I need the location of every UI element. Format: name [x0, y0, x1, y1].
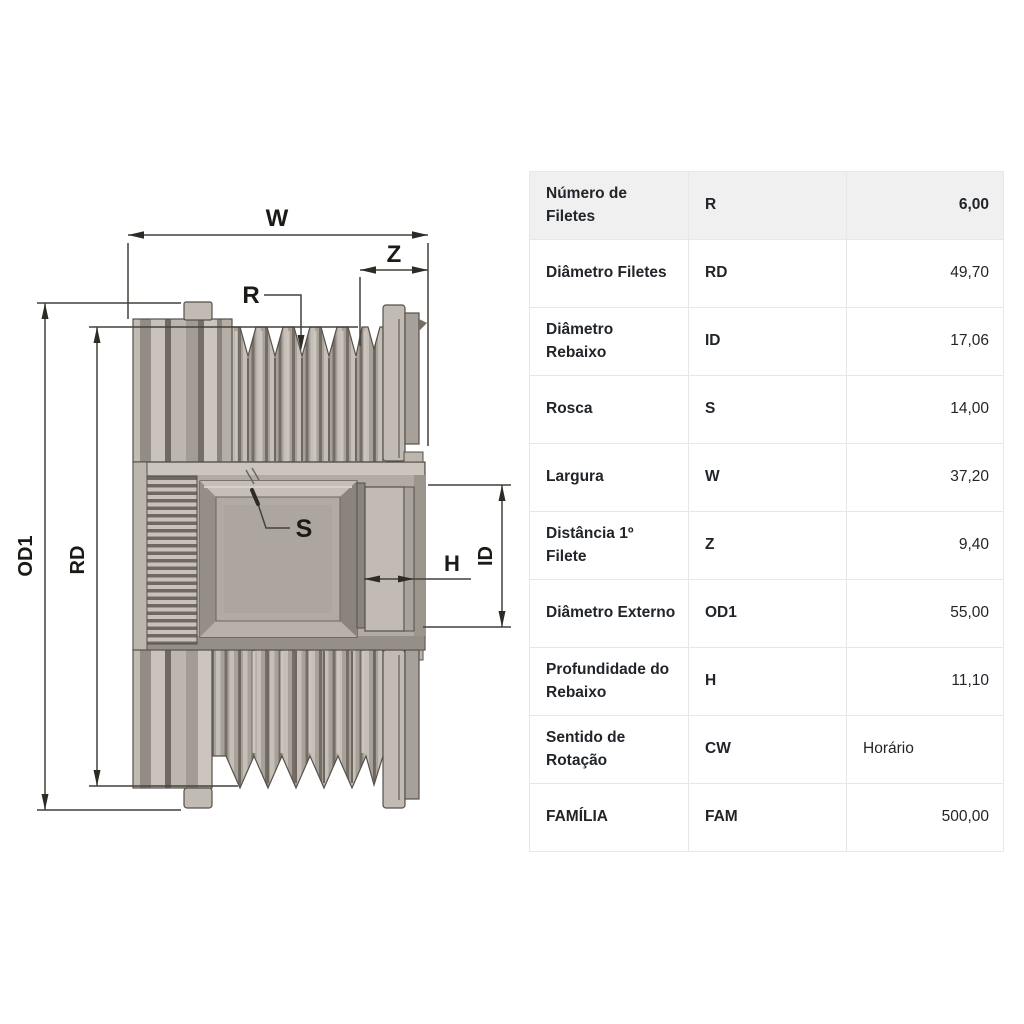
- dim-label-r: R: [242, 282, 260, 309]
- spec-value: Horário: [847, 716, 1004, 784]
- spec-value: 17,06: [847, 308, 1004, 376]
- dim-label-id: ID: [475, 546, 497, 566]
- spec-value: 14,00: [847, 376, 1004, 444]
- spec-value: 6,00: [847, 172, 1004, 240]
- spec-label: Diâmetro Filetes: [530, 240, 689, 308]
- table-row: [530, 240, 1004, 308]
- spec-value: 9,40: [847, 512, 1004, 580]
- spec-label: Distância 1º Filete: [530, 512, 689, 580]
- table-row: [530, 716, 1004, 784]
- dim-label-s: S: [295, 515, 313, 543]
- spec-label: Rosca: [530, 376, 689, 444]
- dim-label-w: W: [265, 205, 289, 232]
- spec-label: FAMÍLIA: [530, 784, 689, 852]
- spec-label: Diâmetro Externo: [530, 580, 689, 648]
- spec-code: R: [689, 172, 847, 240]
- spec-value: 55,00: [847, 580, 1004, 648]
- pulley-upper-rim: [133, 302, 427, 462]
- dim-label-rd: RD: [67, 545, 89, 575]
- spec-code: Z: [689, 512, 847, 580]
- table-row: [530, 580, 1004, 648]
- spec-table-body: [530, 172, 1004, 852]
- table-row: [530, 376, 1004, 444]
- spec-code: H: [689, 648, 847, 716]
- spec-table: [529, 171, 1004, 852]
- spec-label: Profundidade do Rebaixo: [530, 648, 689, 716]
- spec-value: 11,10: [847, 648, 1004, 716]
- spec-label: Número de Filetes: [530, 172, 689, 240]
- table-row: [530, 172, 1004, 240]
- dim-label-od1: OD1: [15, 535, 37, 577]
- table-row: [530, 444, 1004, 512]
- spec-code: S: [689, 376, 847, 444]
- spec-code: W: [689, 444, 847, 512]
- spec-code: FAM: [689, 784, 847, 852]
- spec-label: Diâmetro Rebaixo: [530, 308, 689, 376]
- spec-code: OD1: [689, 580, 847, 648]
- table-row: [530, 784, 1004, 852]
- spec-value: 500,00: [847, 784, 1004, 852]
- table-row: [530, 648, 1004, 716]
- pulley-center-hub: [133, 452, 425, 660]
- dim-label-h: H: [444, 551, 460, 576]
- spec-code: ID: [689, 308, 847, 376]
- table-row: [530, 308, 1004, 376]
- spec-label: Largura: [530, 444, 689, 512]
- spec-label: Sentido de Rotação: [530, 716, 689, 784]
- spec-value: 37,20: [847, 444, 1004, 512]
- table-row: [530, 512, 1004, 580]
- spec-value: 49,70: [847, 240, 1004, 308]
- spec-code: RD: [689, 240, 847, 308]
- pulley-lower-rim: [133, 650, 419, 808]
- spec-code: CW: [689, 716, 847, 784]
- dimension-id: [423, 485, 511, 627]
- dim-label-z: Z: [386, 241, 402, 268]
